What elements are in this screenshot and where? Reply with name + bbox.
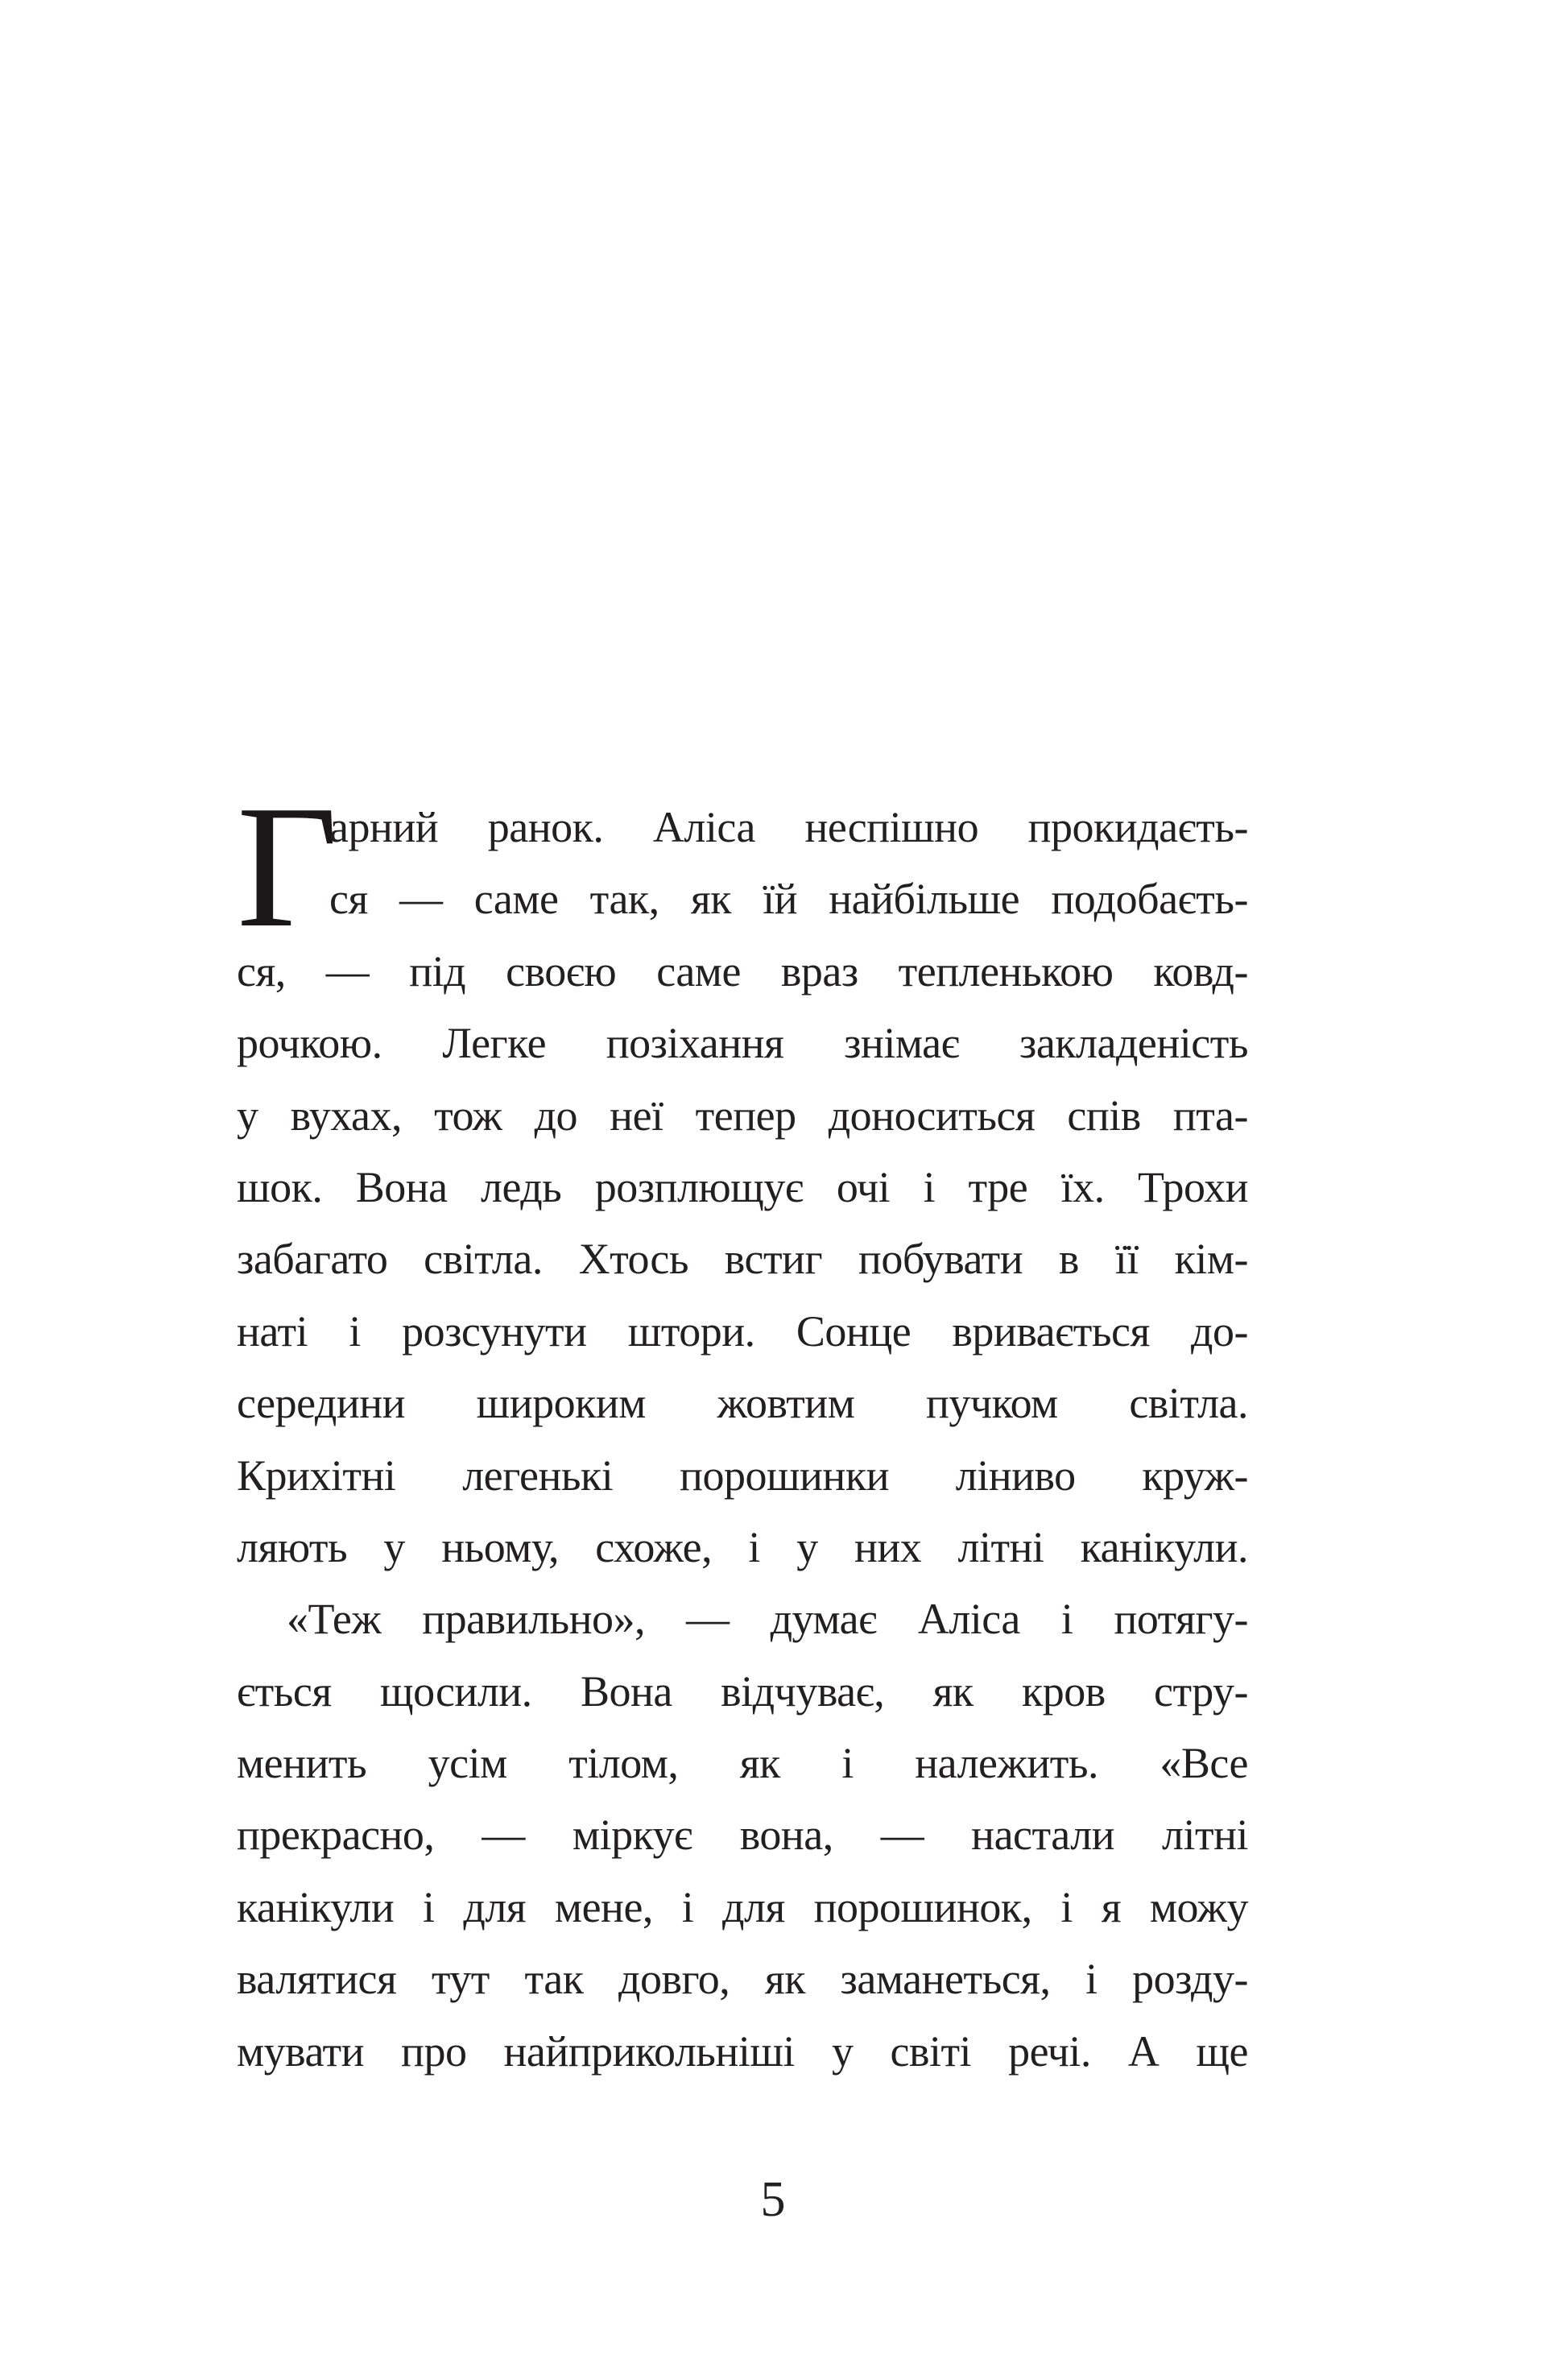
text-line xyxy=(237,1008,1248,1079)
text-line xyxy=(237,936,1248,1008)
line-text: рочкою. Легке позіхання знімає закладеність xyxy=(237,1019,1248,1068)
line-text: мувати про найприкольніші у світі речі. А ще xyxy=(237,2026,1248,2076)
line-text: ся — саме так, як їй найбільше подобаєть- xyxy=(329,875,1248,924)
line-text: ється щосили. Вона відчуває, як кров стру- xyxy=(237,1666,1248,1716)
text-line xyxy=(237,1872,1248,1943)
body-text xyxy=(237,792,1248,2088)
line-text: ляють у ньому, схоже, і у них літні канікули. xyxy=(237,1522,1248,1571)
line-text: забагато світла. Хтось встиг побувати в її кім- xyxy=(237,1235,1248,1284)
line-text: прекрасно, — міркує вона, — настали літні xyxy=(237,1811,1248,1860)
line-text: валятися тут так довго, як заманеться, і розду- xyxy=(237,1955,1248,2004)
text-line xyxy=(237,1080,1248,1152)
text-line xyxy=(237,1943,1248,2015)
line-text: у вухах, тож до неї тепер доноситься спів пта- xyxy=(237,1091,1248,1140)
text-line xyxy=(237,1152,1248,1223)
text-line xyxy=(329,792,1248,863)
text-line xyxy=(237,1368,1248,1439)
text-line xyxy=(237,1440,1248,1512)
text-line xyxy=(237,1799,1248,1871)
line-text: ся, — під своєю саме враз тепленькою ковд- xyxy=(237,946,1248,995)
text-line xyxy=(329,863,1248,935)
line-text: менить усім тілом, як і належить. «Все xyxy=(237,1739,1248,1788)
text-line xyxy=(237,1296,1248,1368)
line-text: Крихітні легенькі порошинки ліниво круж- xyxy=(237,1451,1248,1500)
page-number: 5 xyxy=(760,2172,786,2227)
line-text: середини широким жовтим пучком світла. xyxy=(237,1379,1248,1428)
drop-cap: Г xyxy=(237,770,339,964)
line-text: наті і розсунути штори. Сонце вривається до- xyxy=(237,1306,1248,1356)
text-line xyxy=(237,1656,1248,1728)
text-line xyxy=(287,1583,1248,1655)
line-text: «Теж правильно», — думає Аліса і потягу- xyxy=(287,1595,1248,1644)
text-line xyxy=(237,2016,1248,2088)
text-line xyxy=(237,1223,1248,1295)
line-text: арний ранок. Аліса неспішно прокидаєть- xyxy=(329,803,1248,851)
text-line xyxy=(237,1512,1248,1583)
line-text: канікули і для мене, і для порошинок, і я можу xyxy=(237,1882,1248,1931)
line-text: шок. Вона ледь розплющує очі і тре їх. Трохи xyxy=(237,1162,1248,1211)
text-line xyxy=(237,1728,1248,1799)
